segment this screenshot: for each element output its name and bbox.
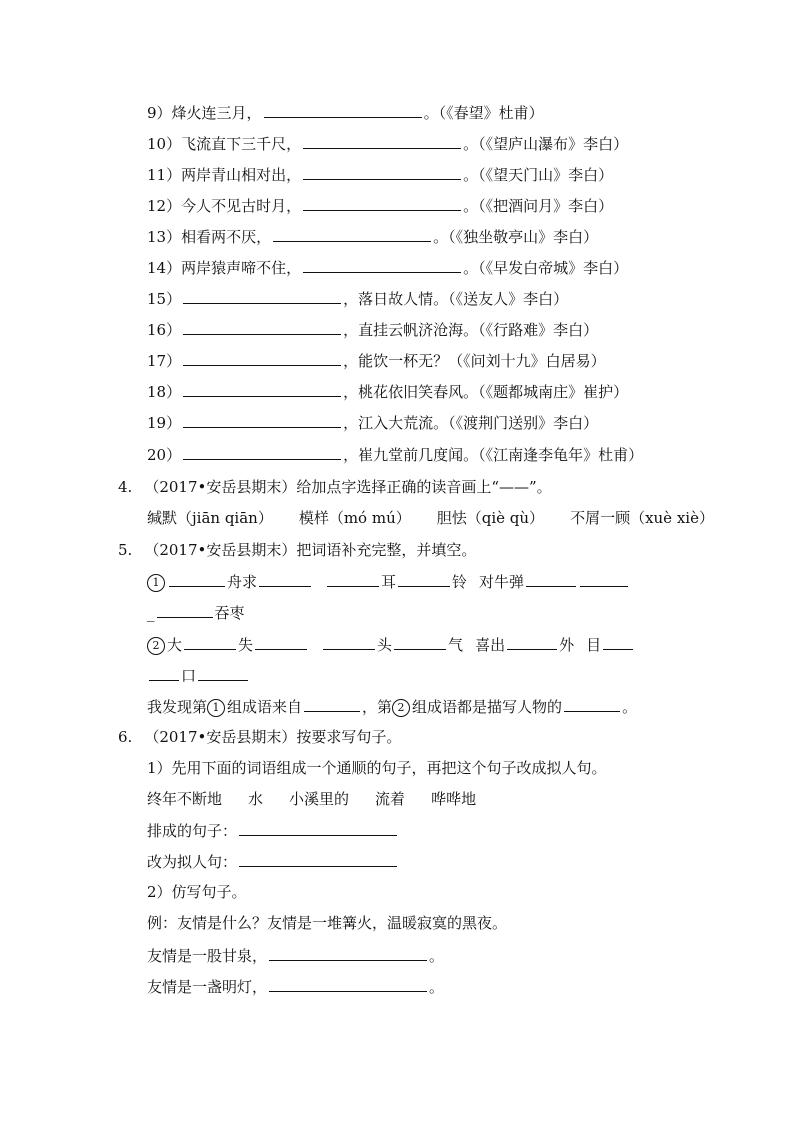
answer-blank[interactable] <box>259 571 311 587</box>
poem-line-19: 19） ，江入大荒流。（《渡荆门送别》李白） <box>147 414 599 432</box>
answer-blank[interactable] <box>169 571 225 587</box>
question-5-finding: 我发现第 1 组成语来自 ，第 2 组成语都是描写人物的 。 <box>147 698 638 716</box>
word-item: 流着 <box>375 790 406 808</box>
question-6-sub1: 1）先用下面的词语组成一个通顺的句子，再把这个句子改成拟人句。 <box>147 759 607 777</box>
idiom-row-1: 1 舟求 耳 铃 对牛弹 <box>147 571 630 591</box>
answer-blank[interactable] <box>398 571 450 587</box>
pinyin-option[interactable]: 缄默（jiān qiān） <box>147 509 273 527</box>
answer-blank[interactable] <box>183 319 341 335</box>
word-item: 小溪里的 <box>289 790 350 808</box>
idiom-row-2: 2 大 失 头 气 喜出 外 目 <box>147 634 635 654</box>
answer-blank[interactable] <box>323 634 375 650</box>
poem-line-16: 16） ，直挂云帆济沧海。（《行路难》李白） <box>147 321 599 339</box>
poem-line-11: 11）两岸青山相对出， 。（《望天门山》李白） <box>147 166 614 184</box>
question-4-options <box>147 508 714 528</box>
answer-blank[interactable] <box>580 571 628 587</box>
circled-number-2: 2 <box>147 637 165 655</box>
poem-line-12: 12）今人不见古时月， 。（《把酒问月》李白） <box>147 197 614 215</box>
answer-blank[interactable] <box>303 133 461 149</box>
word-bank <box>147 789 476 809</box>
word-item: 水 <box>248 790 264 808</box>
circled-number-1: 1 <box>147 574 165 592</box>
answer-blank[interactable] <box>264 102 422 118</box>
answer-blank[interactable] <box>564 696 620 712</box>
answer-blank[interactable] <box>526 571 576 587</box>
question-5-heading: 5. （2017•安岳县期末）把词语补充完整，并填空。 <box>118 541 477 559</box>
poem-line-9: 9）烽火连三月， 。（《春望》杜甫） <box>147 104 544 122</box>
answer-blank[interactable] <box>183 288 341 304</box>
answer-blank[interactable] <box>255 634 307 650</box>
pinyin-option[interactable]: 胆怯（qiè qù） <box>436 509 545 527</box>
poem-line-20: 20） ，崔九堂前几度闻。（《江南逢李龟年》杜甫） <box>147 446 644 464</box>
answer-blank[interactable] <box>273 226 431 242</box>
answer-blank[interactable] <box>303 195 461 211</box>
answer-blank[interactable] <box>303 257 461 273</box>
answer-blank[interactable] <box>149 665 179 681</box>
answer-blank[interactable] <box>184 634 236 650</box>
circled-number-1: 1 <box>207 699 225 717</box>
answer-blank[interactable] <box>183 412 341 428</box>
pinyin-option[interactable]: 模样（mó mú） <box>298 509 411 527</box>
imitate-line-2: 友情是一盏明灯， 。 <box>147 978 445 996</box>
answer-blank[interactable] <box>327 571 379 587</box>
poem-line-17: 17） ，能饮一杯无？（《问刘十九》白居易） <box>147 352 606 370</box>
poem-line-14: 14）两岸猿声啼不住， 。（《早发白帝城》李白） <box>147 259 629 277</box>
answer-blank[interactable] <box>198 665 248 681</box>
answer-blank[interactable] <box>269 976 427 992</box>
question-4-heading: 4. （2017•安岳县期末）给加点字选择正确的读音画上“——”。 <box>118 478 552 496</box>
poem-line-18: 18） ，桃花依旧笑春风。（《题都城南庄》崔护） <box>147 383 629 401</box>
answer-blank[interactable] <box>603 634 633 650</box>
answer-blank[interactable] <box>304 696 360 712</box>
idiom-row-2-cont: 口 <box>147 665 250 685</box>
answer-blank[interactable] <box>183 381 341 397</box>
answer-blank[interactable] <box>239 851 397 867</box>
answer-blank[interactable] <box>303 164 461 180</box>
circled-number-2: 2 <box>392 699 410 717</box>
poem-line-10: 10）飞流直下三千尺， 。（《望庐山瀑布》李白） <box>147 135 629 153</box>
answer-blank[interactable] <box>394 634 446 650</box>
question-6-sub2: 2）仿写句子。 <box>147 883 247 901</box>
word-item: 终年不断地 <box>147 790 223 808</box>
poem-line-13: 13）相看两不厌， 。（《独坐敬亭山》李白） <box>147 228 599 246</box>
personified-sentence-line: 改为拟人句： <box>147 851 399 871</box>
arranged-sentence-line: 排成的句子： <box>147 820 399 840</box>
imitate-line-1: 友情是一股甘泉， 。 <box>147 947 445 965</box>
question-6-heading: 6. （2017•安岳县期末）按要求写句子。 <box>118 728 402 746</box>
answer-blank[interactable] <box>157 602 213 618</box>
poem-line-15: 15） ，落日故人情。（《送友人》李白） <box>147 290 569 308</box>
example-sentence: 例：友情是什么？友情是一堆篝火，温暖寂寞的黑夜。 <box>147 914 508 932</box>
answer-blank[interactable] <box>239 820 397 836</box>
answer-blank[interactable] <box>183 350 341 366</box>
word-item: 哗哗地 <box>431 790 477 808</box>
answer-blank[interactable] <box>269 945 427 961</box>
answer-blank[interactable] <box>183 444 341 460</box>
answer-blank[interactable] <box>507 634 557 650</box>
idiom-row-1-cont: _ 吞枣 <box>147 604 245 622</box>
pinyin-option[interactable]: 不屑一顾（xuè xiè） <box>570 509 714 527</box>
